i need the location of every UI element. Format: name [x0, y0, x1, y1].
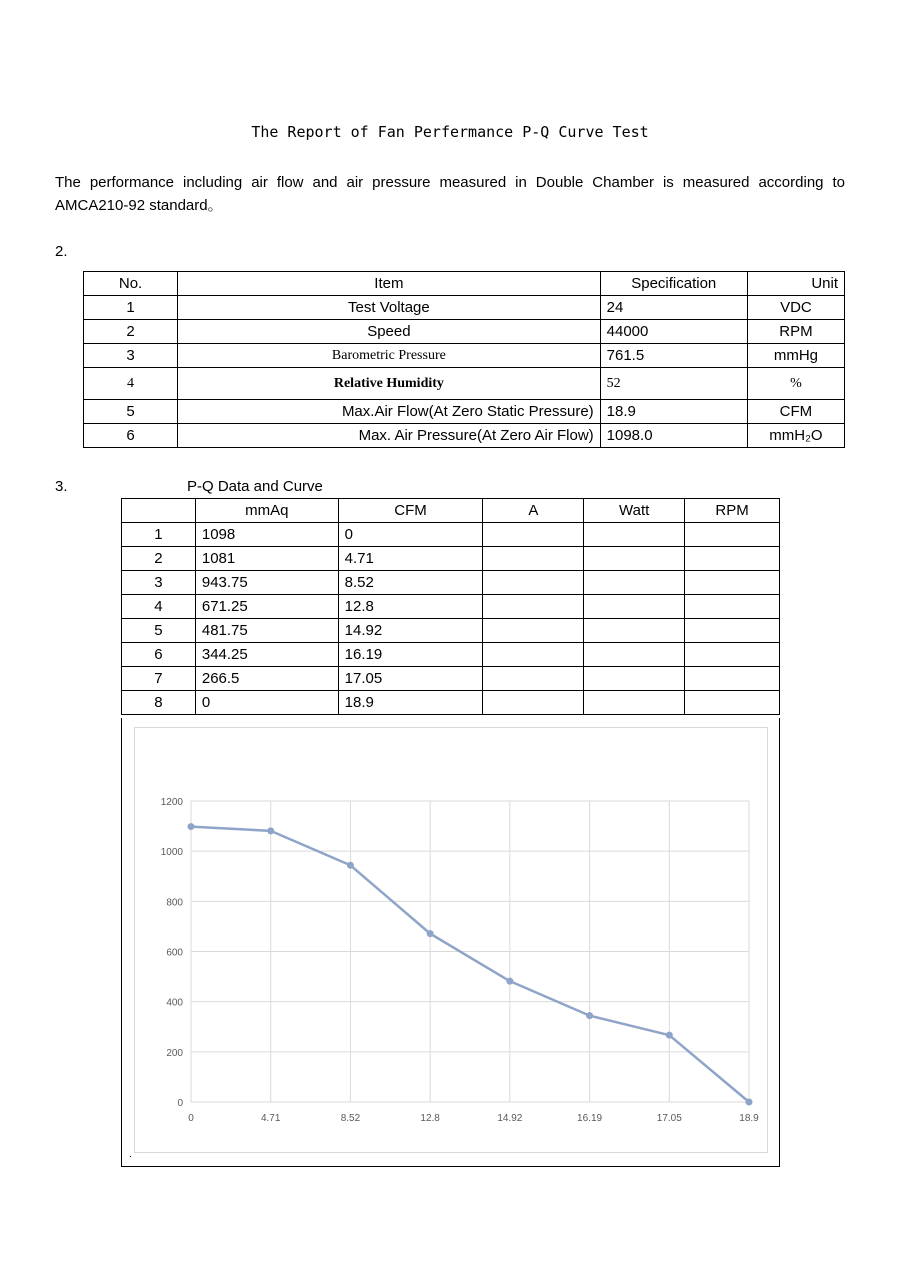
pq-cell: 1098 — [195, 523, 338, 547]
table-row — [122, 523, 780, 547]
row-no: 2 — [84, 320, 178, 344]
pq-cell: 14.92 — [338, 619, 483, 643]
pq-cell — [685, 643, 780, 667]
y-tick-label: 600 — [166, 947, 183, 959]
pq-cell — [483, 547, 584, 571]
table-row — [122, 547, 780, 571]
pq-cell: 16.19 — [338, 643, 483, 667]
pq-cell — [685, 619, 780, 643]
row-item: Speed — [178, 320, 601, 344]
y-tick-label: 1000 — [160, 847, 183, 859]
table-row — [122, 595, 780, 619]
pq-cell: 0 — [338, 523, 483, 547]
pq-cell — [685, 571, 780, 595]
table-row — [122, 691, 780, 715]
section-3-title: P-Q Data and Curve — [187, 478, 323, 495]
pq-cell: 8.52 — [338, 571, 483, 595]
data-point — [267, 827, 274, 834]
table-row — [84, 296, 845, 320]
pq-cell — [584, 523, 685, 547]
section-3-number: 3. — [55, 478, 68, 495]
header-spec: Specification — [600, 272, 747, 296]
pq-cell: 481.75 — [195, 619, 338, 643]
pq-cell: 266.5 — [195, 667, 338, 691]
header-no: No. — [84, 272, 178, 296]
footnote-mark: . — [129, 1149, 132, 1160]
row-spec: 761.5 — [600, 344, 747, 368]
row-no: 5 — [84, 400, 178, 424]
pq-header-cell: Watt — [584, 499, 685, 523]
pq-data-table — [121, 498, 780, 715]
x-tick-label: 17.05 — [656, 1113, 682, 1124]
y-tick-label: 400 — [166, 997, 183, 1009]
row-no: 4 — [84, 368, 178, 400]
pq-cell — [483, 523, 584, 547]
pq-cell — [483, 595, 584, 619]
pq-cell — [685, 523, 780, 547]
pq-cell: 4.71 — [338, 547, 483, 571]
row-unit: % — [747, 368, 844, 400]
pq-curve-chart — [135, 728, 767, 1152]
pq-cell — [685, 667, 780, 691]
header-unit: Unit — [747, 272, 844, 296]
pq-cell — [584, 619, 685, 643]
pq-cell — [584, 571, 685, 595]
spec-table — [83, 271, 845, 448]
chart-container — [121, 718, 780, 1167]
pq-cell: 5 — [122, 619, 196, 643]
pq-cell: 3 — [122, 571, 196, 595]
x-tick-label: 0 — [188, 1113, 194, 1124]
table-row — [84, 368, 845, 400]
pq-cell: 17.05 — [338, 667, 483, 691]
intro-paragraph: The performance including air flow and air pressure measured in Double Chamber is measured according to AMCA210-92 standard。 — [55, 174, 845, 214]
pq-header-cell — [122, 499, 196, 523]
pq-cell — [584, 643, 685, 667]
data-point — [347, 862, 354, 869]
pq-cell — [483, 667, 584, 691]
row-unit: VDC — [747, 296, 844, 320]
row-spec: 24 — [600, 296, 747, 320]
table-row — [122, 571, 780, 595]
pq-cell: 2 — [122, 547, 196, 571]
data-point — [188, 823, 195, 830]
pq-cell: 0 — [195, 691, 338, 715]
chart-area — [134, 727, 768, 1153]
table-row — [84, 424, 845, 448]
series-line — [191, 827, 749, 1102]
x-tick-label: 12.8 — [420, 1113, 440, 1124]
row-unit: CFM — [747, 400, 844, 424]
x-tick-label: 4.71 — [260, 1113, 281, 1124]
row-spec: 52 — [600, 368, 747, 400]
pq-header-cell: mmAq — [195, 499, 338, 523]
row-unit: RPM — [747, 320, 844, 344]
report-title: The Report of Fan Perfermance P-Q Curve Test — [251, 123, 649, 141]
data-point — [427, 930, 434, 937]
data-point — [666, 1032, 673, 1039]
row-no: 3 — [84, 344, 178, 368]
pq-header-cell: RPM — [685, 499, 780, 523]
x-tick-label: 14.92 — [497, 1113, 523, 1124]
pq-cell: 344.25 — [195, 643, 338, 667]
pq-cell — [483, 619, 584, 643]
row-spec: 18.9 — [600, 400, 747, 424]
pq-cell: 943.75 — [195, 571, 338, 595]
pq-cell — [685, 595, 780, 619]
pq-cell — [483, 571, 584, 595]
pq-header-cell: A — [483, 499, 584, 523]
pq-cell — [685, 547, 780, 571]
header-item: Item — [178, 272, 601, 296]
pq-table-header — [122, 499, 780, 523]
pq-cell — [483, 643, 584, 667]
table-row — [84, 344, 845, 368]
table-row — [122, 667, 780, 691]
pq-cell: 12.8 — [338, 595, 483, 619]
data-point — [586, 1012, 593, 1019]
row-unit: mmHg — [747, 344, 844, 368]
pq-cell: 7 — [122, 667, 196, 691]
y-tick-label: 1200 — [160, 797, 183, 808]
row-unit: mmH₂O — [747, 424, 844, 448]
x-tick-label: 8.52 — [340, 1113, 361, 1124]
pq-cell — [483, 691, 584, 715]
row-no: 1 — [84, 296, 178, 320]
table-row — [84, 400, 845, 424]
pq-cell — [685, 691, 780, 715]
pq-cell: 1081 — [195, 547, 338, 571]
row-item: Barometric Pressure — [178, 344, 601, 368]
pq-cell: 18.9 — [338, 691, 483, 715]
pq-cell: 671.25 — [195, 595, 338, 619]
row-item: Max.Air Flow(At Zero Static Pressure) — [178, 400, 601, 424]
data-point — [746, 1099, 753, 1106]
row-spec: 44000 — [600, 320, 747, 344]
row-no: 6 — [84, 424, 178, 448]
y-tick-label: 0 — [177, 1098, 183, 1109]
section-2-number: 2. — [55, 243, 68, 260]
pq-cell — [584, 595, 685, 619]
pq-cell: 8 — [122, 691, 196, 715]
spec-table-header — [84, 272, 845, 296]
row-item: Max. Air Pressure(At Zero Air Flow) — [178, 424, 601, 448]
data-point — [506, 978, 513, 985]
y-tick-label: 800 — [166, 897, 183, 909]
y-tick-label: 200 — [166, 1047, 183, 1059]
table-row — [84, 320, 845, 344]
pq-cell: 6 — [122, 643, 196, 667]
x-tick-label: 18.9 — [739, 1113, 759, 1124]
pq-cell — [584, 691, 685, 715]
row-item: Relative Humidity — [178, 368, 601, 400]
x-tick-label: 16.19 — [577, 1113, 603, 1124]
pq-cell: 4 — [122, 595, 196, 619]
pq-cell — [584, 547, 685, 571]
pq-cell — [584, 667, 685, 691]
pq-cell: 1 — [122, 523, 196, 547]
table-row — [122, 619, 780, 643]
pq-header-cell: CFM — [338, 499, 483, 523]
table-row — [122, 643, 780, 667]
row-spec: 1098.0 — [600, 424, 747, 448]
row-item: Test Voltage — [178, 296, 601, 320]
